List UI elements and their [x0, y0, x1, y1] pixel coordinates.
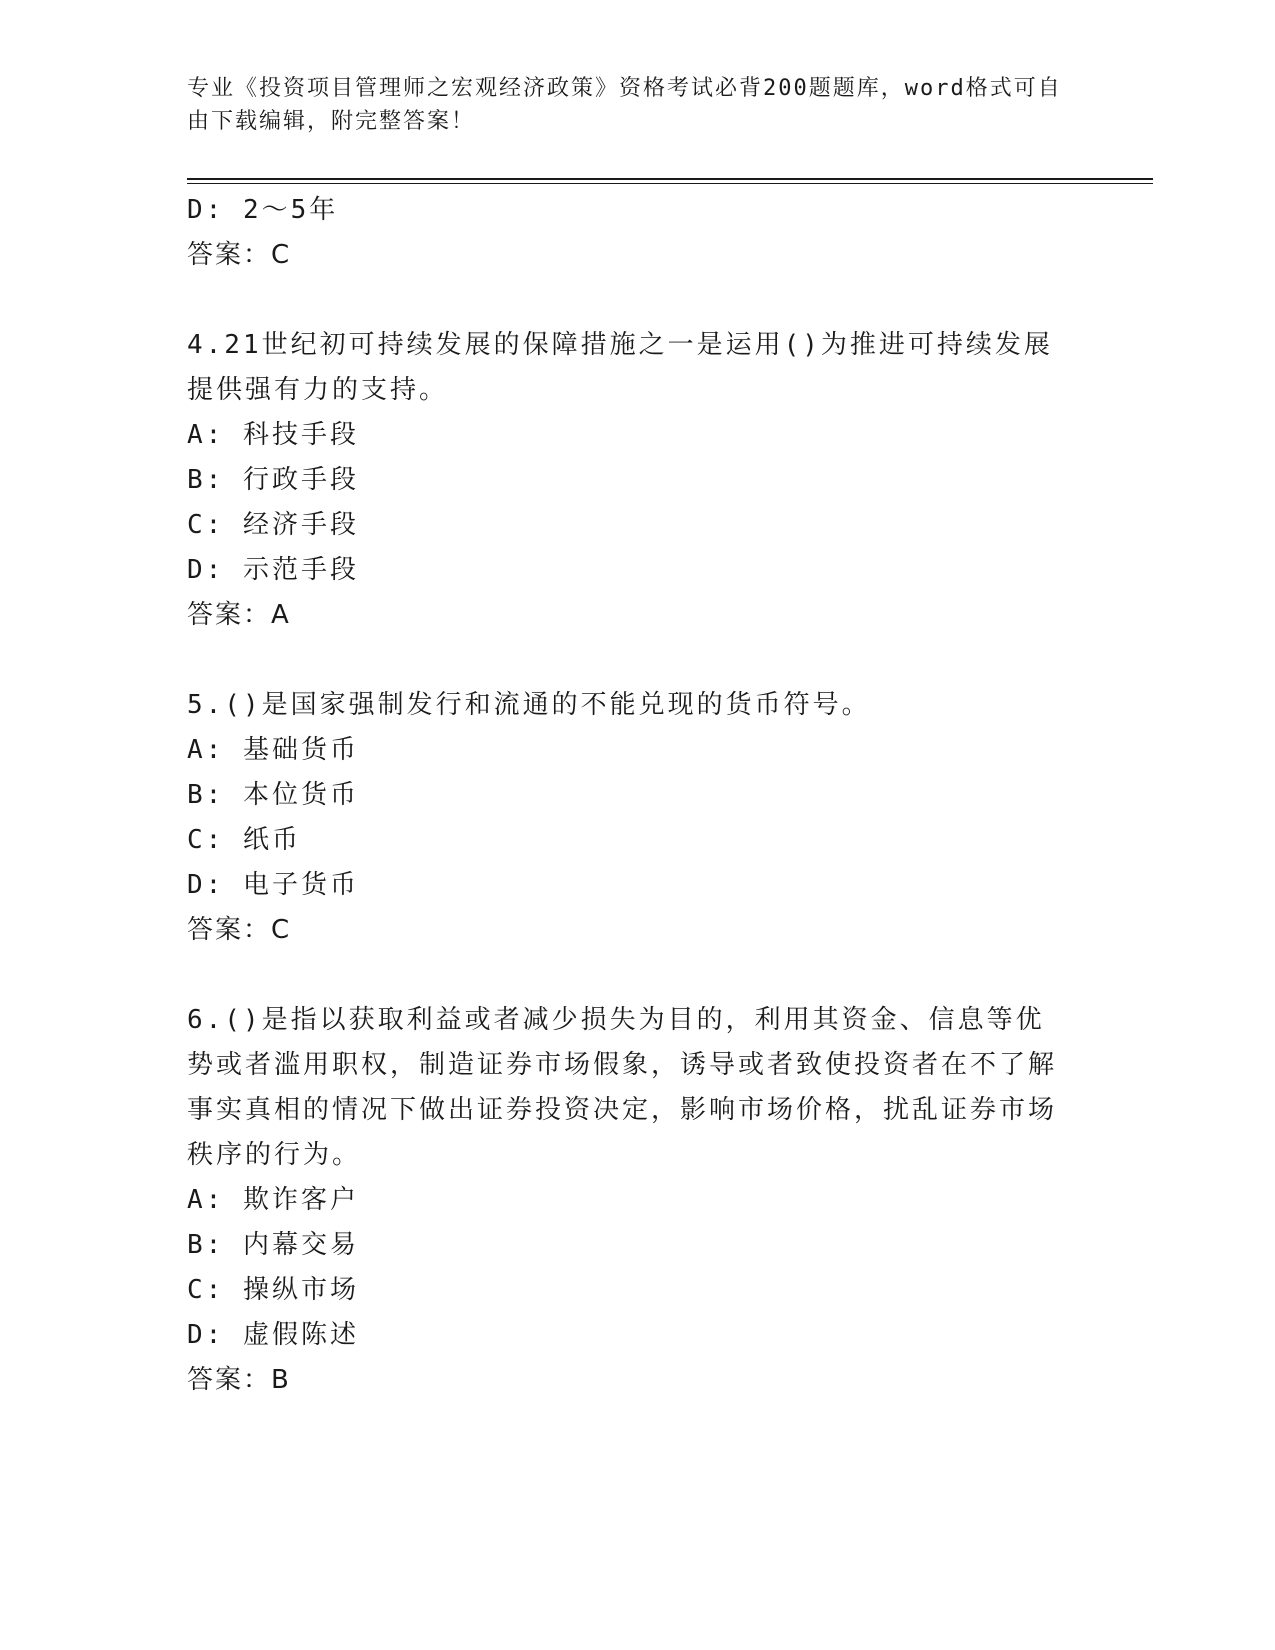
option-d: D: 2～5年 [187, 195, 339, 225]
question-3-tail [187, 188, 1067, 278]
option-d: D: 电子货币 [187, 870, 359, 900]
question-stem: 6.()是指以获取利益或者减少损失为目的，利用其资金、信息等优势或者滥用职权，制造证券市场假象，诱导或者致使投资者在不了解事实真相的情况下做出证券投资决定，影响市场价格，扰乱证券市场秩序的行为。 [187, 1005, 1058, 1170]
option-b: B: 本位货币 [187, 780, 359, 810]
header-divider-thin [187, 183, 1153, 184]
option-b: B: 行政手段 [187, 465, 359, 495]
option-d: D: 示范手段 [187, 555, 359, 585]
question-stem: 4.21世纪初可持续发展的保障措施之一是运用()为推进可持续发展提供强有力的支持。 [187, 330, 1053, 405]
option-d: D: 虚假陈述 [187, 1320, 359, 1350]
document-header: 专业《投资项目管理师之宏观经济政策》资格考试必背200题题库，word格式可自由下载编辑，附完整答案！ [187, 76, 1062, 134]
header-divider-thick [187, 178, 1153, 180]
option-c: C: 操纵市场 [187, 1275, 359, 1305]
answer-label: 答案：C [187, 240, 292, 270]
option-a: A: 基础货币 [187, 735, 359, 765]
option-c: C: 经济手段 [187, 510, 359, 540]
option-b: B: 内幕交易 [187, 1230, 359, 1260]
question-5 [187, 683, 1067, 953]
question-6 [187, 998, 1067, 1403]
answer-label: 答案：A [187, 600, 291, 630]
option-a: A: 欺诈客户 [187, 1185, 359, 1215]
option-c: C: 纸币 [187, 825, 301, 855]
answer-label: 答案：C [187, 915, 292, 945]
question-4 [187, 323, 1067, 638]
question-list [187, 188, 1067, 1403]
answer-label: 答案：B [187, 1365, 291, 1395]
option-a: A: 科技手段 [187, 420, 359, 450]
question-stem: 5.()是国家强制发行和流通的不能兑现的货币符号。 [187, 690, 871, 720]
